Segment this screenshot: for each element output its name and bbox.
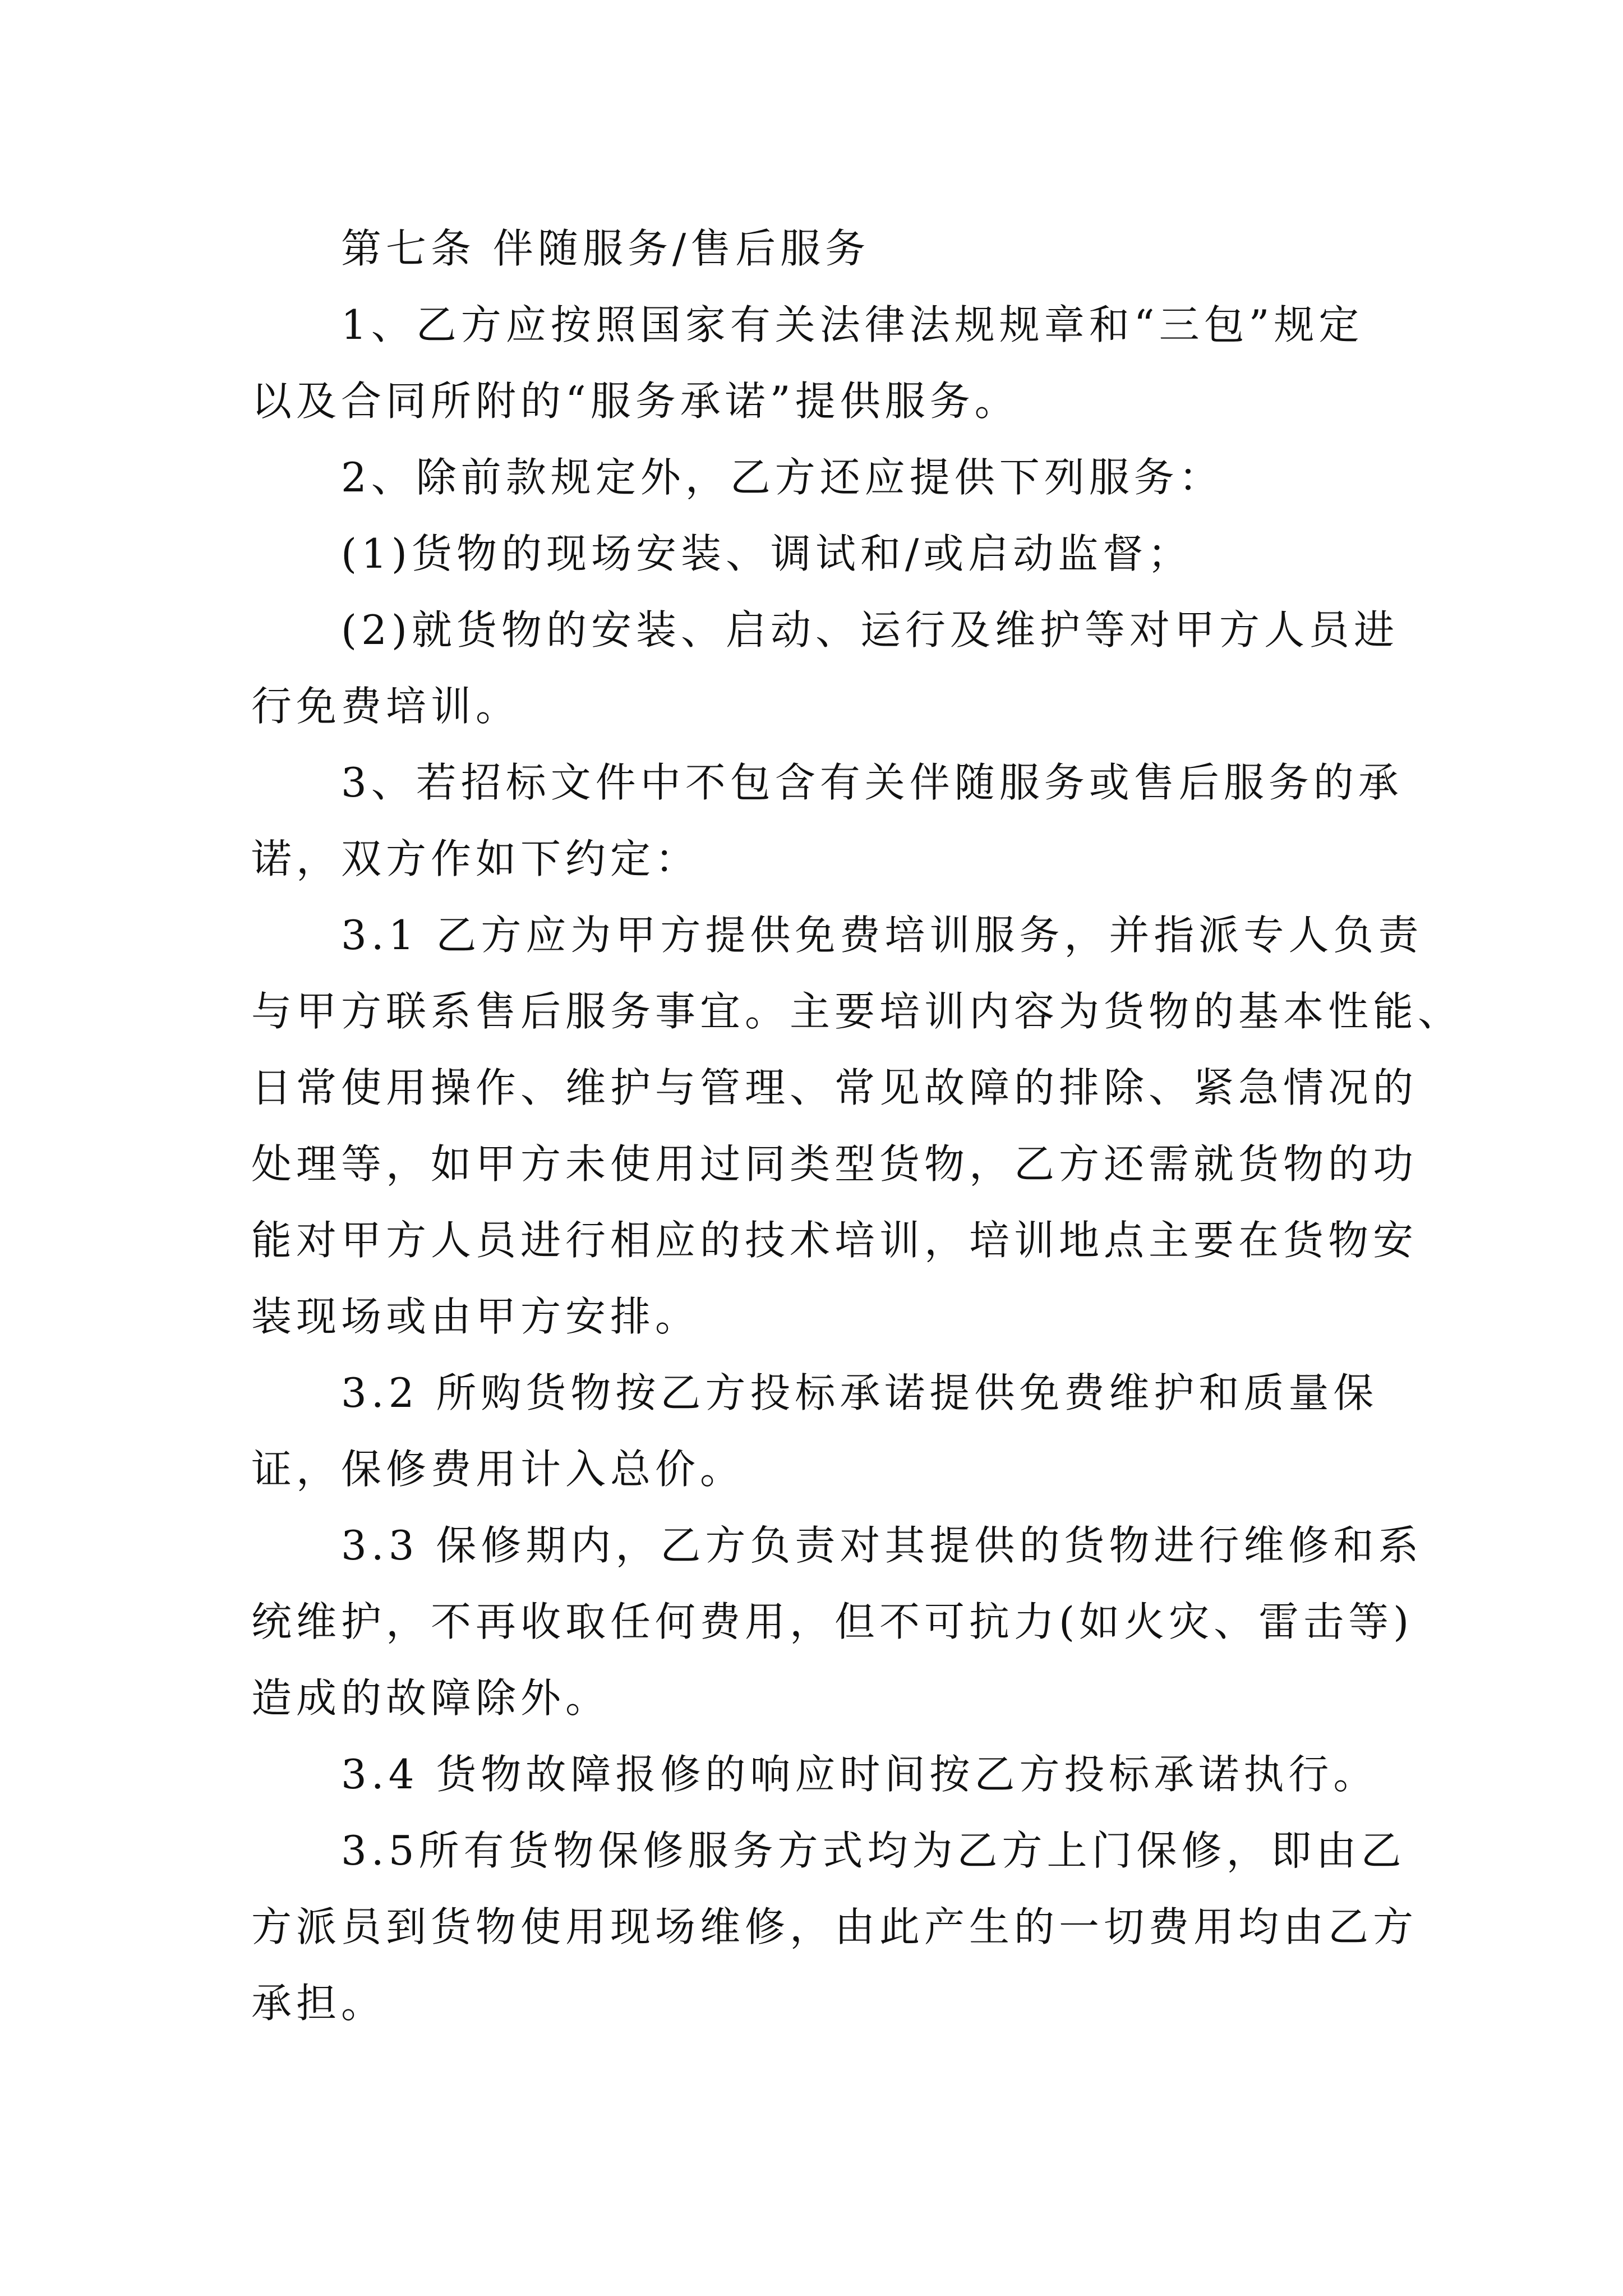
paragraph-4	[251, 592, 1399, 744]
paragraph-3-4	[251, 1736, 1391, 1812]
paragraph-line: 3.3 保修期内，乙方负责对其提供的货物进行维修和系	[341, 1522, 1423, 1569]
paragraph-line: 3.2 所购货物按乙方投标承诺提供免费维护和质量保	[341, 1369, 1378, 1416]
paragraph-line: 造成的故障除外。	[251, 1674, 611, 1722]
paragraph-line: 处理等，如甲方未使用过同类型货物，乙方还需就货物的功	[251, 1140, 1418, 1188]
paragraph-line: 承担。	[251, 1980, 386, 2027]
heading-text: 第七条 伴随服务/售后服务	[341, 225, 870, 272]
paragraph-line: 统维护，不再收取任何费用，但不可抗力(如火灾、雷击等)	[251, 1598, 1414, 1645]
paragraph-line: 与甲方联系售后服务事宜。主要培训内容为货物的基本性能、	[251, 988, 1463, 1035]
paragraph-3-1	[251, 897, 1463, 1355]
section-heading	[251, 210, 1391, 287]
paragraph-2	[251, 439, 1391, 516]
paragraph-line: (1)货物的现场安装、调试和/或启动监督；	[341, 530, 1193, 577]
paragraph-3-2	[251, 1355, 1391, 1507]
paragraph-line: 2、除前款规定外，乙方还应提供下列服务：	[341, 454, 1224, 501]
paragraph-line: 证，保修费用计入总价。	[251, 1446, 745, 1493]
paragraph-line: 3.4 货物故障报修的响应时间按乙方投标承诺执行。	[341, 1751, 1378, 1798]
paragraph-5	[251, 744, 1403, 897]
paragraph-line: 行免费培训。	[251, 683, 521, 730]
paragraph-line: 3、若招标文件中不包含有关伴随服务或售后服务的承	[341, 759, 1403, 806]
paragraph-3-5	[251, 1812, 1418, 2041]
paragraph-line: 3.1 乙方应为甲方提供免费培训服务，并指派专人负责	[341, 912, 1423, 959]
paragraph-1	[251, 287, 1391, 439]
paragraph-line: 以及合同所附的“服务承诺”提供服务。	[251, 378, 1020, 425]
paragraph-line: 日常使用操作、维护与管理、常见故障的排除、紧急情况的	[251, 1064, 1418, 1111]
paragraph-line: 能对甲方人员进行相应的技术培训，培训地点主要在货物安	[251, 1217, 1418, 1264]
paragraph-line: 1、乙方应按照国家有关法律法规规章和“三包”规定	[341, 301, 1364, 348]
paragraph-line: 诺，双方作如下约定：	[251, 835, 700, 882]
paragraph-3	[251, 516, 1391, 592]
paragraph-line: 装现场或由甲方安排。	[251, 1293, 700, 1340]
paragraph-line: 3.5所有货物保修服务方式均为乙方上门保修，即由乙	[341, 1827, 1406, 1874]
paragraph-3-3	[251, 1507, 1423, 1736]
paragraph-line: 方派员到货物使用现场维修，由此产生的一切费用均由乙方	[251, 1903, 1418, 1950]
paragraph-line: (2)就货物的安装、启动、运行及维护等对甲方人员进	[341, 606, 1399, 654]
